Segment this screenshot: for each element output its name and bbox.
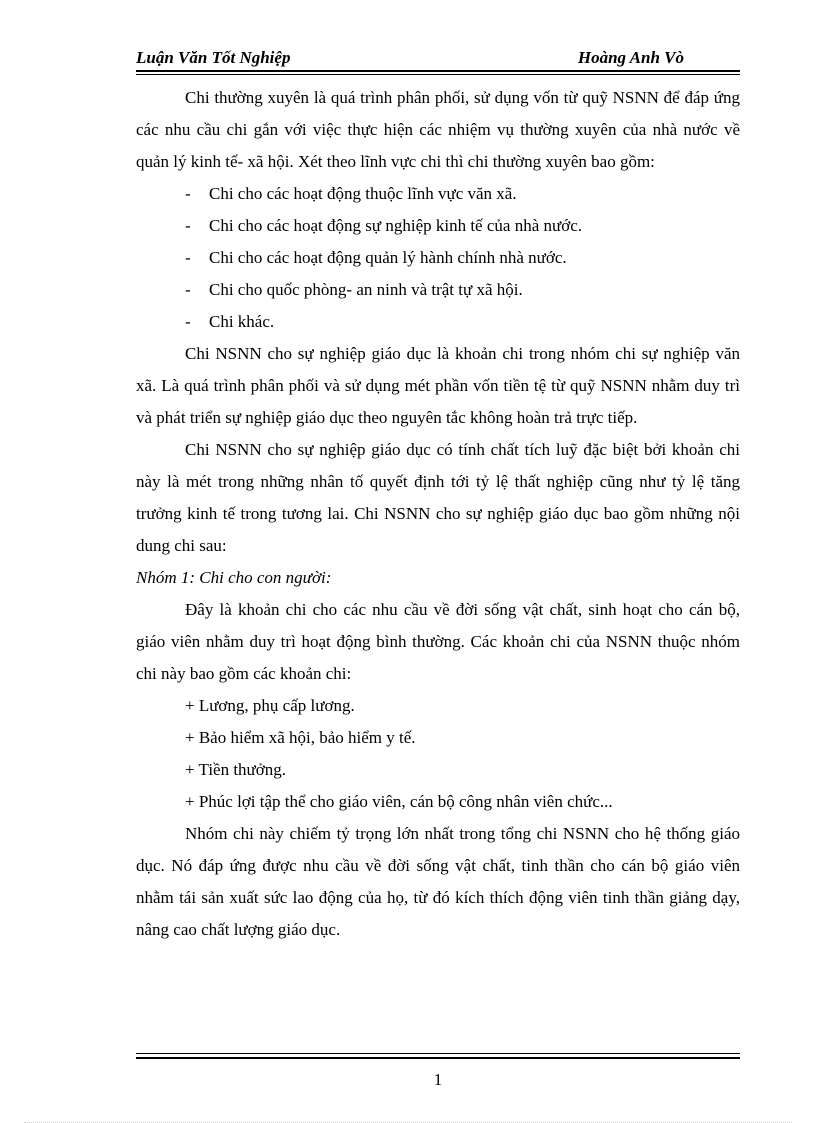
header-rule-thick (136, 70, 740, 72)
paragraph-recurrent-spending: Chi thường xuyên là quá trình phân phối, sử dụng vốn từ quỹ NSNN để đáp ứng các nhu cầu chi gắn với việc thực hiện các nhiệm vụ thường xuyên của nhà nước về quản lý kinh tế- xã hội. Xét theo lĩnh vực chi thì chi thường xuyên bao gồm: (136, 88, 740, 171)
page-number: 1 (433, 1070, 443, 1089)
bullet-text: Chi cho các hoạt động sự nghiệp kinh tế của nhà nước. (209, 216, 582, 235)
bullet-item (136, 274, 740, 306)
bullet-dash: - (185, 280, 191, 299)
bullet-text: Chi cho quốc phòng- an ninh và trật tự xã hội. (209, 280, 523, 299)
header-rule-thin (136, 74, 740, 75)
page-header (136, 48, 740, 70)
paragraph-education-spending: Chi NSNN cho sự nghiệp giáo dục là khoản chi trong nhóm chi sự nghiệp văn xã. Là quá trình phân phối và sử dụng mét phần vốn tiền tệ từ quỹ NSNN nhằm duy trì và phát triển sự nghiệp giáo dục theo nguyên tắc không hoàn trả trực tiếp. (136, 344, 740, 427)
bullet-dash: - (185, 248, 191, 267)
bullet-text: Chi cho các hoạt động thuộc lĩnh vực văn xã. (209, 184, 517, 203)
bullet-item (136, 178, 740, 210)
plus-list-item: + Lương, phụ cấp lương. (185, 696, 355, 715)
page-body (136, 82, 740, 946)
bullet-text: Chi cho các hoạt động quản lý hành chính nhà nước. (209, 248, 567, 267)
plus-list-item: + Bảo hiểm xã hội, bảo hiểm y tế. (185, 728, 416, 747)
bullet-dash: - (185, 312, 191, 331)
bullet-item (136, 242, 740, 274)
bullet-item (136, 306, 740, 338)
plus-list-item: + Phúc lợi tập thể cho giáo viên, cán bộ công nhân viên chức... (185, 792, 613, 811)
footer-rule-thick (136, 1057, 740, 1059)
footer-rule-thin (136, 1053, 740, 1054)
bullet-item (136, 210, 740, 242)
bullet-dash: - (185, 184, 191, 203)
section-subheading: Nhóm 1: Chi cho con người: (136, 568, 332, 587)
bullet-dash: - (185, 216, 191, 235)
paragraph-people-spending: Đây là khoản chi cho các nhu cầu về đời sống vật chất, sinh hoạt cho cán bộ, giáo viên nhằm duy trì hoạt động bình thường. Các khoản chi của NSNN thuộc nhóm chi này bao gồm các khoản chi: (136, 600, 740, 683)
plus-list-item: + Tiền thưởng. (185, 760, 287, 779)
bullet-text: Chi khác. (209, 312, 275, 331)
header-thesis-title: Luận Văn Tốt Nghiệp (136, 48, 291, 67)
paragraph-largest-share: Nhóm chi này chiếm tỷ trọng lớn nhất trong tổng chi NSNN cho hệ thống giáo dục. Nó đáp ứng được nhu cầu về đời sống vật chất, tinh thần cho cán bộ giáo viên nhằm tái sản xuất sức lao động của họ, từ đó kích thích động viên tinh thần giảng dạy, nâng cao chất lượng giáo dục. (136, 824, 740, 939)
header-author-name: Hoàng Anh Vò (577, 48, 684, 67)
paragraph-accumulation: Chi NSNN cho sự nghiệp giáo dục có tính chất tích luỹ đặc biệt bởi khoản chi này là mét trong những nhân tố quyết định tới tỷ lệ thất nghiệp cũng như tỷ lệ tăng trưởng kinh tế trong tương lai. Chi NSNN cho sự nghiệp giáo dục bao gồm những nội dung chi sau: (136, 440, 740, 555)
